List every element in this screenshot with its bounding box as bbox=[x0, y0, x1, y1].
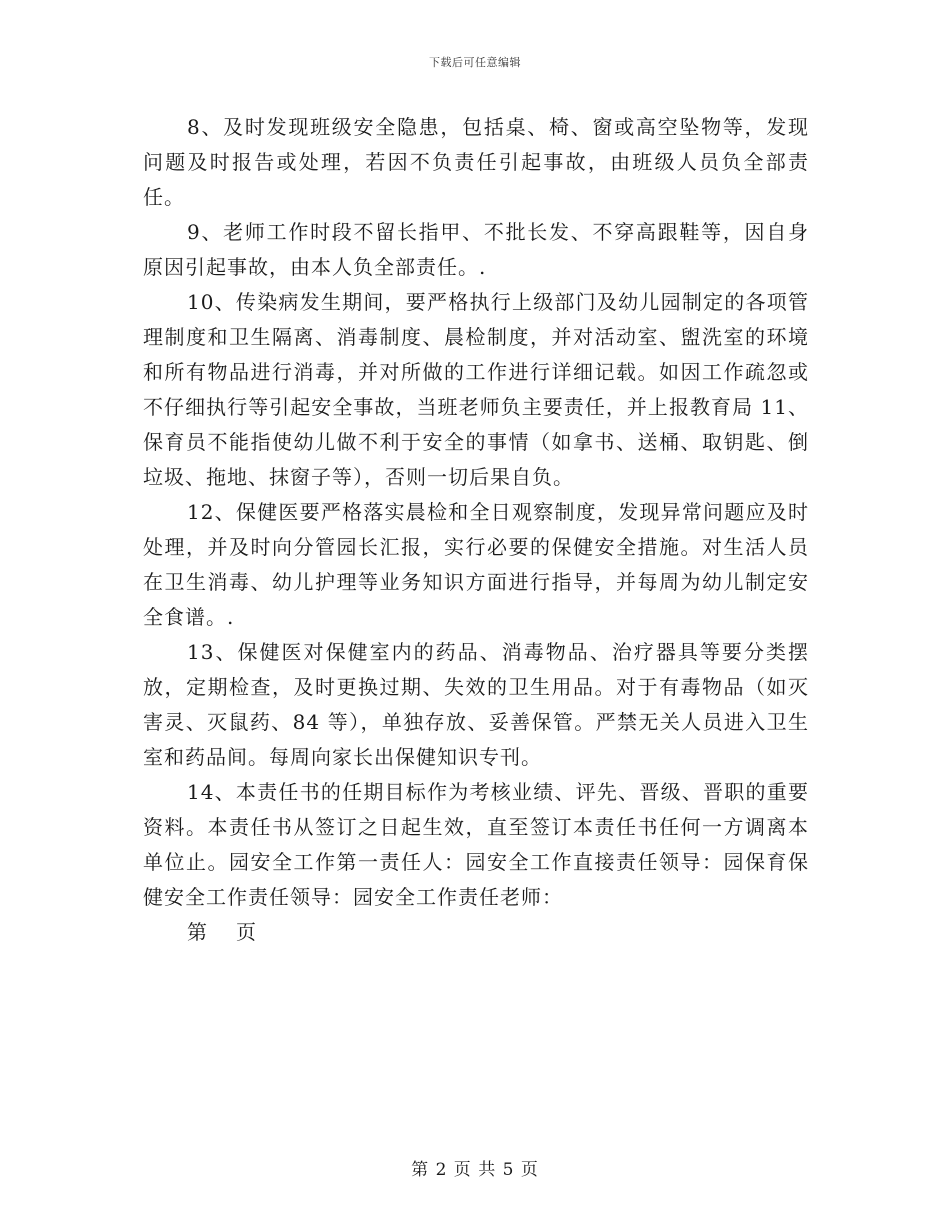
inline-page-marker bbox=[187, 915, 809, 950]
page-marker-second: 页 bbox=[236, 920, 257, 944]
paragraph-item-14: 14、本责任书的任期目标作为考核业绩、评先、晋级、晋职的重要资料。本责任书从签订之日起生效，直至签订本责任书任何一方调离本单位止。园安全工作第一责任人：园安全工作直接责任领导：园保育保健安全工作责任领导：园安全工作责任老师： bbox=[143, 780, 809, 909]
paragraph-item-8: 8、及时发现班级安全隐患，包括桌、椅、窗或高空坠物等，发现问题及时报告或处理，若因不负责任引起事故，由班级人员负全部责任。 bbox=[143, 115, 809, 209]
paragraph-item-13: 13、保健医对保健室内的药品、消毒物品、治疗器具等要分类摆放，定期检查，及时更换过期、失效的卫生用品。对于有毒物品（如灭害灵、灭鼠药、84 等），单独存放、妥善保管。严禁无关人员进入卫生室和药品间。每周向家长出保健知识专刊。 bbox=[143, 640, 809, 769]
document-body bbox=[143, 110, 809, 950]
paragraph-item-9: 9、老师工作时段不留长指甲、不批长发、不穿高跟鞋等，因自身原因引起事故，由本人负全部责任。. bbox=[143, 220, 809, 279]
footer-page-number: 第 2 页 共 5 页 bbox=[411, 1160, 539, 1180]
paragraph-item-10-11: 10、传染病发生期间，要严格执行上级部门及幼儿园制定的各项管理制度和卫生隔离、消毒制度、晨检制度，并对活动室、盥洗室的环境和所有物品进行消毒，并对所做的工作进行详细记载。如因工作疏忽或不仔细执行等引起安全事故，当班老师负主要责任，并上报教育局 11、保育员不能指使幼儿做不利于安全的事情（如拿书、送桶、取钥匙、倒垃圾、拖地、抹窗子等），否则一切后果自负。 bbox=[143, 290, 809, 489]
header-edit-note: 下载后可任意编辑 bbox=[429, 56, 521, 69]
page-marker-first: 第 bbox=[187, 920, 208, 944]
paragraph-item-12: 12、保健医要严格落实晨检和全日观察制度，发现异常问题应及时处理，并及时向分管园长汇报，实行必要的保健安全措施。对生活人员在卫生消毒、幼儿护理等业务知识方面进行指导，并每周为幼儿制定安全食谱。. bbox=[143, 500, 809, 629]
